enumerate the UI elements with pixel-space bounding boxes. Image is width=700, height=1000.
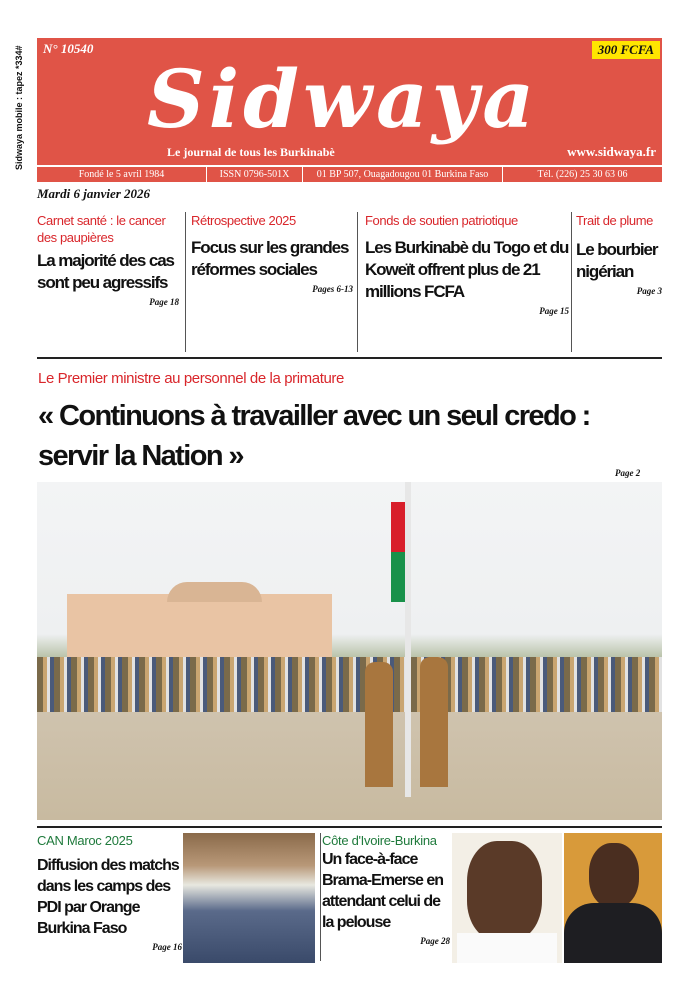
page-ref: Pages 6-13 [312, 284, 353, 294]
divider [37, 357, 662, 359]
crowd [37, 657, 662, 712]
tagline: Le journal de tous les Burkinabè [167, 145, 335, 159]
flag-raising-photo [37, 482, 662, 820]
headline: Focus sur les grandes réformes sociales [191, 238, 349, 279]
masthead [37, 38, 662, 165]
headline: Les Burkinabè du Togo et du Koweït offrent plus de 21 millions FCFA [365, 238, 569, 301]
kicker: Carnet santé : le cancer des paupières [37, 213, 166, 245]
story-editorial[interactable] [576, 212, 662, 297]
story-can[interactable] [37, 833, 182, 953]
headline: Diffusion des matchs dans les camps des PDI par Orange Burkina Faso [37, 857, 179, 937]
headline: Le bourbier nigérian [576, 240, 658, 281]
info-bar [37, 167, 662, 182]
page-ref: Page 18 [149, 297, 179, 307]
page-ref: Page 3 [636, 286, 662, 296]
screening-photo [183, 833, 315, 963]
flag [391, 502, 405, 552]
kicker: Côte d'Ivoire-Burkina [322, 833, 437, 848]
story-fund[interactable] [365, 212, 569, 317]
main-headline[interactable]: « Continuons à travailler avec un seul credo : servir la Nation » [38, 400, 590, 472]
phone: Tél. (226) 25 30 63 06 [537, 169, 628, 180]
divider [320, 833, 321, 961]
website: www.sidwaya.fr [567, 144, 656, 159]
main-page-ref: Page 2 [615, 468, 641, 478]
soldier [420, 657, 448, 787]
page-ref: Page 28 [420, 936, 450, 946]
divider [185, 212, 186, 352]
issue-date: Mardi 6 janvier 2026 [37, 186, 151, 201]
kicker: CAN Maroc 2025 [37, 833, 133, 848]
price-badge: 300 FCFA [592, 41, 660, 59]
soldier [365, 662, 393, 787]
page-ref: Page 16 [152, 942, 182, 952]
main-kicker: Le Premier ministre au personnel de la primature [38, 370, 344, 387]
building-dome [167, 582, 262, 602]
coach-photo [564, 833, 662, 963]
issn: ISSN 0796-501X [207, 167, 303, 182]
address: 01 BP 507, Ouagadougou 01 Burkina Faso [303, 167, 503, 182]
founded: Fondé le 5 avril 1984 [37, 167, 207, 182]
coach-photo [452, 833, 562, 963]
divider [571, 212, 572, 352]
flag [391, 552, 405, 602]
divider [357, 212, 358, 352]
issue-number: N° 10540 [43, 41, 94, 56]
divider [37, 826, 662, 828]
story-health[interactable] [37, 212, 179, 308]
story-football[interactable] [322, 833, 450, 947]
story-retrospective[interactable] [191, 212, 353, 295]
flagpole [405, 482, 411, 797]
headline: La majorité des cas sont peu agressifs [37, 251, 174, 292]
side-note: Sidwaya mobile : tapez *334# [14, 45, 24, 170]
kicker: Rétrospective 2025 [191, 213, 296, 228]
kicker: Trait de plume [576, 213, 654, 228]
headline: Un face-à-face Brama-Emerse en attendant celui de la pelouse [322, 851, 444, 931]
kicker: Fonds de soutien patriotique [365, 213, 518, 228]
page-ref: Page 15 [539, 306, 569, 316]
logo: Sidwaya [147, 52, 539, 146]
building [67, 594, 332, 664]
